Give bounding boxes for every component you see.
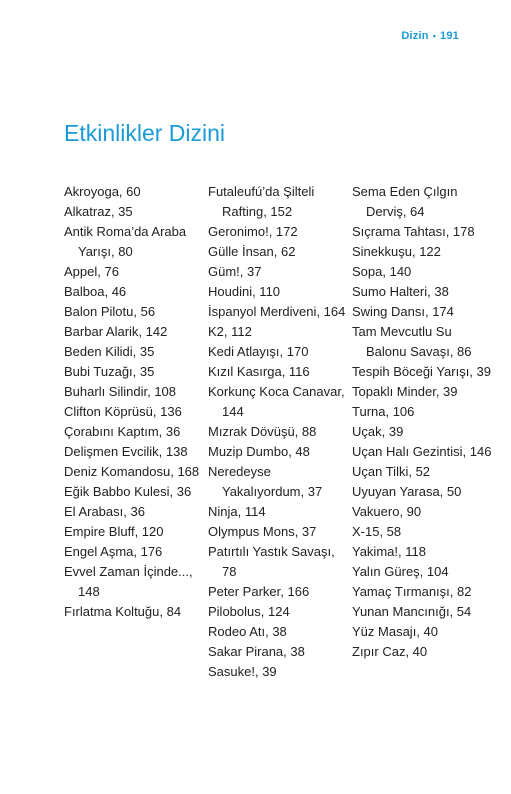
index-column-2 — [208, 182, 348, 682]
index-entry: Engel Aşma, 176 — [64, 544, 163, 559]
index-entry: Pilobolus, 124 — [208, 604, 290, 619]
index-entry: Yüz Masajı, 40 — [352, 624, 438, 639]
index-entry: Balboa, 46 — [64, 284, 127, 299]
header-separator: • — [432, 31, 437, 41]
index-entry: Çorabını Kaptım, 36 — [64, 424, 181, 439]
index-entry: Akroyoga, 60 — [64, 184, 141, 199]
index-entry: Clifton Köprüsü, 136 — [64, 404, 182, 419]
index-entry: Sıçrama Tahtası, 178 — [352, 224, 475, 239]
index-entry: Alkatraz, 35 — [64, 204, 133, 219]
index-entry: Appel, 76 — [64, 264, 119, 279]
index-entry: Empire Bluff, 120 — [64, 524, 164, 539]
index-entry: Yakima!, 118 — [352, 544, 426, 559]
index-column-1 — [64, 182, 204, 682]
index-entry: Deniz Komandosu, 168 — [64, 464, 200, 479]
index-entry: Sopa, 140 — [352, 264, 412, 279]
index-entry: Buharlı Silindir, 108 — [64, 384, 177, 399]
index-entry: Turna, 106 — [352, 404, 415, 419]
index-entry: Sema Eden Çılgın Derviş, 64 — [352, 184, 458, 219]
index-entry: Zıpır Caz, 40 — [352, 644, 428, 659]
index-entry: Korkunç Koca Canavar, 144 — [208, 384, 345, 419]
index-entry: Olympus Mons, 37 — [208, 524, 317, 539]
index-entry: Rodeo Atı, 38 — [208, 624, 287, 639]
index-entry: Yalın Güreş, 104 — [352, 564, 449, 579]
index-entry: Barbar Alarik, 142 — [64, 324, 168, 339]
index-entry: Kedi Atlayışı, 170 — [208, 344, 309, 359]
index-entry: Antik Roma’da Araba Yarışı, 80 — [64, 224, 187, 259]
index-entry: Houdini, 110 — [208, 284, 281, 299]
index-entry: Patırtılı Yastık Savaşı, 78 — [208, 544, 335, 579]
index-entry: K2, 112 — [208, 324, 252, 339]
index-entry: Sinekkuşu, 122 — [352, 244, 441, 259]
index-entry: Neredeyse Yakalıyordum, 37 — [208, 464, 323, 499]
index-entry: İspanyol Merdiveni, 164 — [208, 304, 346, 319]
index-entry: Uçak, 39 — [352, 424, 404, 439]
page-number: 191 — [440, 30, 459, 42]
index-entry: Yamaç Tırmanışı, 82 — [352, 584, 472, 599]
page-title: Etkinlikler Dizini — [64, 120, 226, 146]
index-entry: Balon Pilotu, 56 — [64, 304, 156, 319]
index-columns — [64, 182, 492, 682]
index-entry: Geronimo!, 172 — [208, 224, 298, 239]
index-entry: Uyuyan Yarasa, 50 — [352, 484, 462, 499]
index-entry: Sakar Pirana, 38 — [208, 644, 305, 659]
index-entry: Yunan Mancınığı, 54 — [352, 604, 472, 619]
index-entry: Peter Parker, 166 — [208, 584, 310, 599]
index-entry: Ninja, 114 — [208, 504, 266, 519]
index-entry: Vakuero, 90 — [352, 504, 422, 519]
index-entry: Güm!, 37 — [208, 264, 262, 279]
index-entry: Futaleufú’da Şilteli Rafting, 152 — [208, 184, 315, 219]
index-column-3 — [352, 182, 492, 682]
index-entry: Evvel Zaman İçinde..., 148 — [64, 564, 193, 599]
index-entry: Bubi Tuzağı, 35 — [64, 364, 155, 379]
index-entry: Eğik Babbo Kulesi, 36 — [64, 484, 192, 499]
index-entry: Sasuke!, 39 — [208, 664, 277, 679]
index-entry: Mızrak Dövüşü, 88 — [208, 424, 317, 439]
index-entry: Swing Dansı, 174 — [352, 304, 454, 319]
running-header — [401, 30, 459, 42]
index-entry: Gülle İnsan, 62 — [208, 244, 296, 259]
index-entry: Muzip Dumbo, 48 — [208, 444, 310, 459]
index-entry: Tespih Böceği Yarışı, 39 — [352, 364, 491, 379]
index-entry: Uçan Halı Gezintisi, 146 — [352, 444, 492, 459]
section-name: Dizin — [401, 30, 429, 42]
index-entry: Uçan Tilki, 52 — [352, 464, 431, 479]
index-entry: Beden Kilidi, 35 — [64, 344, 155, 359]
index-entry: Fırlatma Koltuğu, 84 — [64, 604, 182, 619]
index-entry: El Arabası, 36 — [64, 504, 145, 519]
index-entry: Sumo Halteri, 38 — [352, 284, 449, 299]
index-entry: X-15, 58 — [352, 524, 402, 539]
index-entry: Delişmen Evcilik, 138 — [64, 444, 188, 459]
index-entry: Tam Mevcutlu Su Balonu Savaşı, 86 — [352, 324, 472, 359]
index-entry: Kızıl Kasırga, 116 — [208, 364, 310, 379]
index-entry: Topaklı Minder, 39 — [352, 384, 458, 399]
